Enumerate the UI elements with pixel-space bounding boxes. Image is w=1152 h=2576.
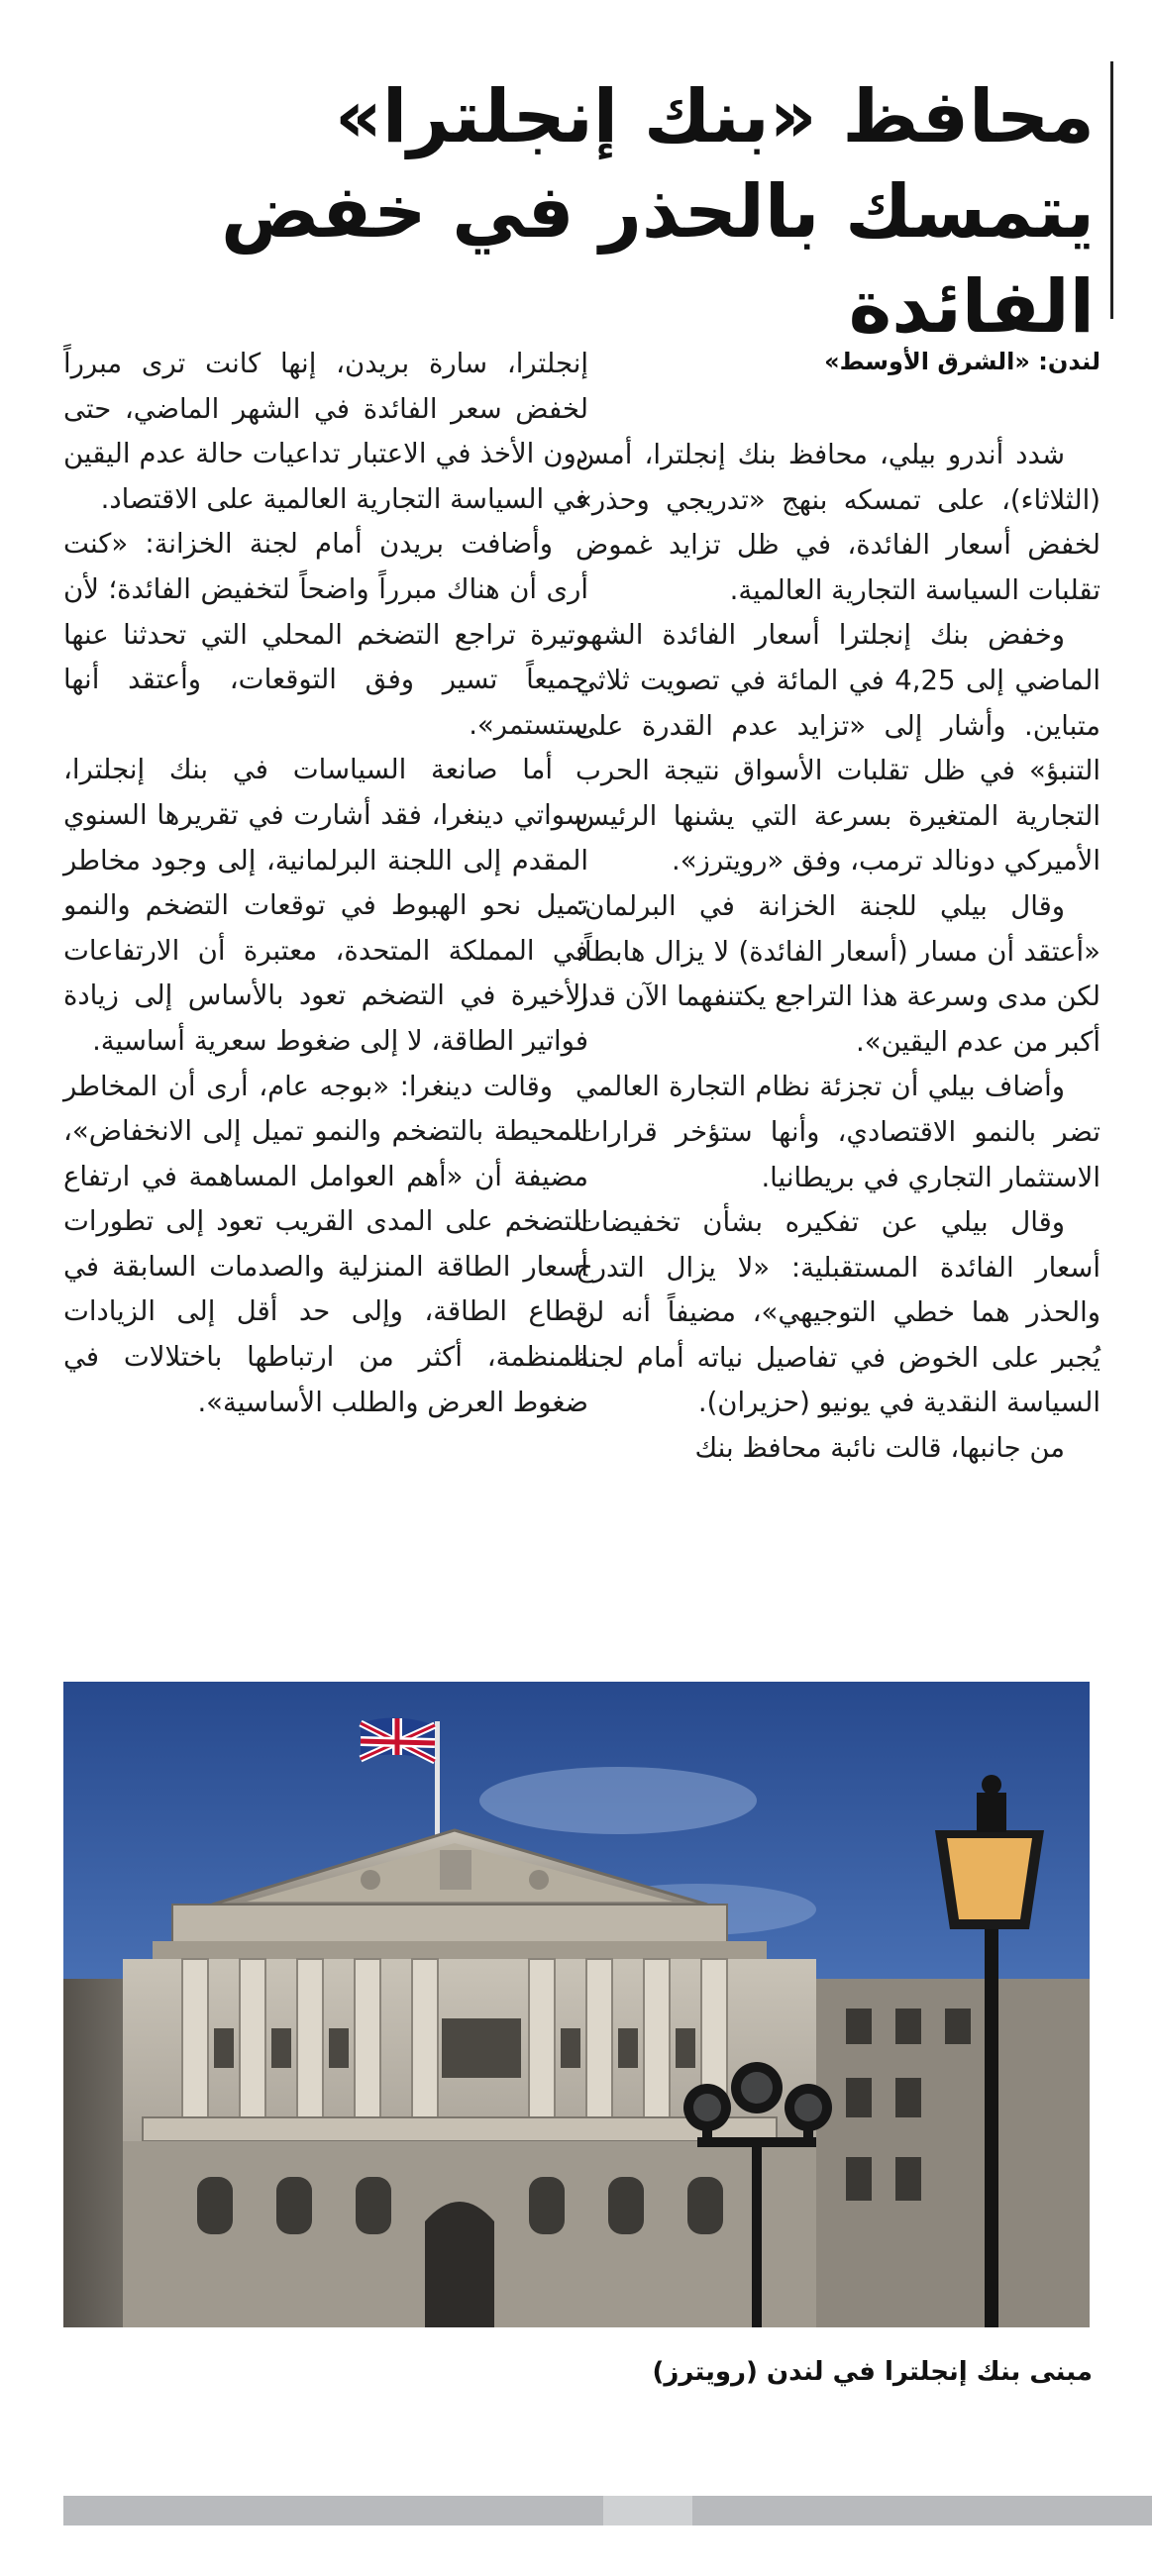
paragraph: أما صانعة السياسات في بنك إنجلترا، سواتي دينغرا، فقد أشارت في تقريرها السنوي المقدم إلى اللجنة البرلمانية، إلى وجود مخاطر تميل نحو الهبوط في توقعات التضخم والنمو في المملكة المتحدة، معتبرة أن الارتفاعات الأخيرة في التضخم تعود بالأساس إلى زيادة فواتير الطاقة، لا إلى ضغوط سعرية أساسية. xyxy=(63,754,588,1057)
paragraph: من جانبها، قالت نائبة محافظ بنك xyxy=(694,1432,1065,1465)
byline: لندن: «الشرق الأوسط» xyxy=(824,348,1100,375)
bank-building-illustration xyxy=(63,1682,1090,2327)
headline-line-2: يتمسك بالحذر في خفض الفائدة xyxy=(220,169,1095,350)
main-entrance xyxy=(425,2202,494,2327)
paragraph: وأضافت بريدن أمام لجنة الخزانة: «كنت أرى أن هناك مبرراً واضحاً لتخفيض الفائدة؛ لأن وتيرة تراجع التضخم المحلي التي تحدثنا عنها جميعاً تسير وفق التوقعات، وأعتقد أنها ستستمر». xyxy=(63,528,588,741)
photo-caption: مبنى بنك إنجلترا في لندن (رويترز) xyxy=(652,2357,1093,2387)
footer-bar-segment xyxy=(63,2496,603,2525)
article-column-left xyxy=(63,342,588,1425)
footer-bar-segment xyxy=(603,2496,692,2525)
footer-bar-segment xyxy=(692,2496,1152,2525)
article-column-right xyxy=(576,342,1100,1472)
headline-line-1: محافظ «بنك إنجلترا» xyxy=(335,74,1095,159)
headline-rule xyxy=(1110,61,1113,319)
footer-bar xyxy=(63,2496,1152,2525)
paragraph: وقالت دينغرا: «بوجه عام، أرى أن المخاطر المحيطة بالتضخم والنمو تميل إلى الانخفاض»، مضيفة أن «أهم العوامل المساهمة في ارتفاع التضخم على المدى القريب تعود إلى تطورات أسعار الطاقة المنزلية والصدمات السابقة في قطاع الطاقة، وإلى حد أقل إلى الزيادات المنظمة، أكثر من ارتباطها باختلالات في ضغوط العرض والطلب الأساسية». xyxy=(63,1070,588,1418)
paragraph: وأضاف بيلي أن تجزئة نظام التجارة العالمي تضر بالنمو الاقتصادي، وأنها ستؤخر قرارات الاستثمار التجاري في بريطانيا. xyxy=(576,1071,1100,1193)
paragraph: إنجلترا، سارة بريدن، إنها كانت ترى مبرراً لخفض سعر الفائدة في الشهر الماضي، حتى دون الأخذ في الاعتبار تداعيات حالة عدم اليقين في السياسة التجارية العالمية على الاقتصاد. xyxy=(63,348,588,515)
paragraph: وقال بيلي للجنة الخزانة في البرلمان: «أعتقد أن مسار (أسعار الفائدة) لا يزال هابطاً، لكن مدى وسرعة هذا التراجع يكتنفهما الآن قدر أكبر من عدم اليقين». xyxy=(576,889,1100,1058)
paragraph: وقال بيلي عن تفكيره بشأن تخفيضات أسعار الفائدة المستقبلية: «لا يزال التدرج والحذر هما خطي التوجيهي»، مضيفاً أنه لن يُجبر على الخوض في تفاصيل نياته أمام لجنة السياسة النقدية في يونيو (حزيران). xyxy=(576,1206,1100,1419)
article-headline xyxy=(64,69,1095,355)
paragraph: شدد أندرو بيلي، محافظ بنك إنجلترا، أمس (الثلاثاء)، على تمسكه بنهج «تدريجي وحذر» لخفض أسعار الفائدة، في ظل تزايد غموض تقلبات السياسة التجارية العالمية. xyxy=(576,439,1100,606)
article-photo xyxy=(63,1682,1090,2327)
union-flag-icon xyxy=(361,1717,435,1761)
paragraph: وخفض بنك إنجلترا أسعار الفائدة الشهر الماضي إلى 4,25 في المائة في تصويت ثلاثي متباين. وأشار إلى «تزايد عدم القدرة على التنبؤ» في ظل تقلبات الأسواق نتيجة الحرب التجارية المتغيرة بسرعة التي يشنها الرئيس الأميركي دونالد ترمب، وفق «رويترز». xyxy=(576,619,1100,877)
